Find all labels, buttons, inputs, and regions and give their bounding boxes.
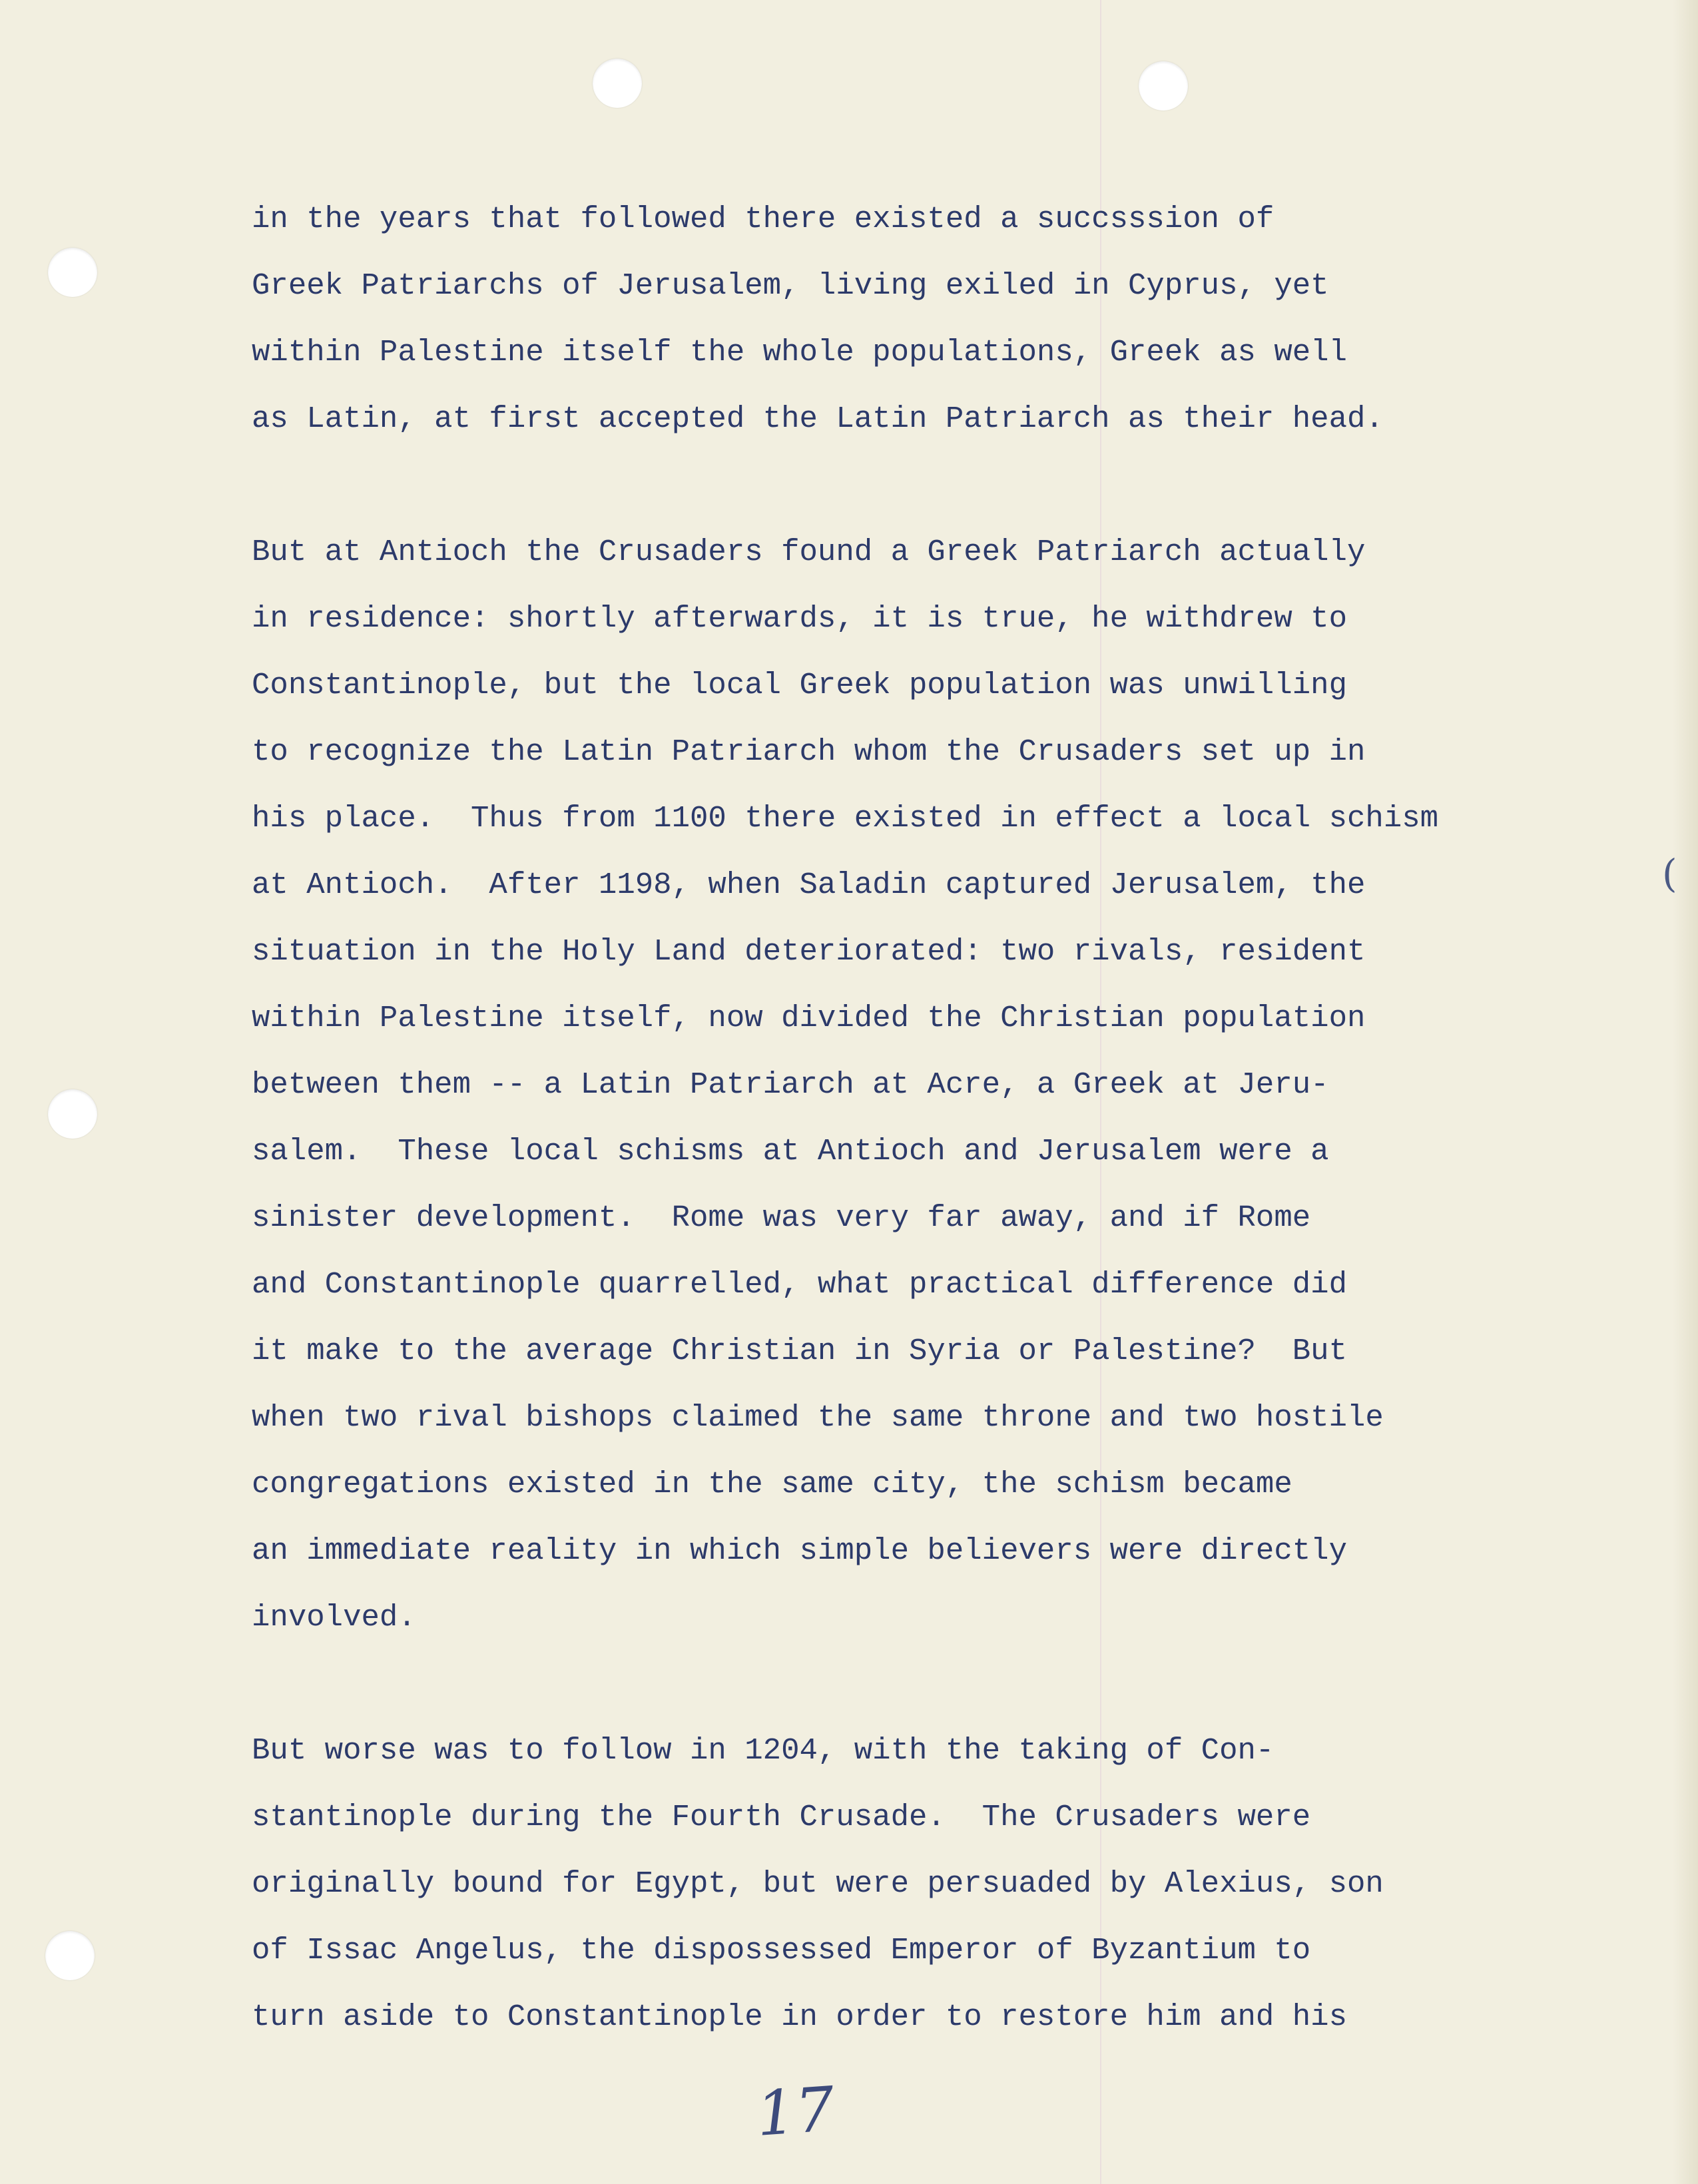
- punch-hole-top-right: [1139, 61, 1188, 111]
- text-line: But worse was to follow in 1204, with the taking of Con-: [252, 1733, 1274, 1768]
- text-line: it make to the average Christian in Syria or Palestine? But: [252, 1334, 1348, 1368]
- paragraph-gap: [252, 463, 1583, 530]
- text-line: when two rival bishops claimed the same throne and two hostile: [252, 1400, 1384, 1435]
- text-line: of Issac Angelus, the dispossessed Emperor of Byzantium to: [252, 1933, 1311, 1968]
- text-line: as Latin, at first accepted the Latin Patriarch as their head.: [252, 402, 1384, 436]
- punch-hole-left-lower: [45, 1931, 95, 1980]
- punch-hole-left-upper: [48, 248, 97, 297]
- text-line: and Constantinople quarrelled, what practical difference did: [252, 1267, 1348, 1302]
- text-line: Constantinople, but the local Greek population was unwilling: [252, 668, 1348, 702]
- text-line: at Antioch. After 1198, when Saladin captured Jerusalem, the: [252, 868, 1366, 902]
- text-line: his place. Thus from 1100 there existed in effect a local schism: [252, 801, 1439, 836]
- text-line: But at Antioch the Crusaders found a Greek Patriarch actually: [252, 535, 1366, 569]
- text-line: Greek Patriarchs of Jerusalem, living exiled in Cyprus, yet: [252, 268, 1329, 303]
- text-line: an immediate reality in which simple believers were directly: [252, 1533, 1348, 1568]
- text-line: sinister development. Rome was very far away, and if Rome: [252, 1201, 1311, 1235]
- text-line: in residence: shortly afterwards, it is true, he withdrew to: [252, 601, 1348, 636]
- text-line: stantinople during the Fourth Crusade. The Crusaders were: [252, 1800, 1311, 1834]
- text-line: situation in the Holy Land deteriorated: two rivals, resident: [252, 934, 1366, 969]
- text-line: between them -- a Latin Patriarch at Acre, a Greek at Jeru-: [252, 1067, 1329, 1102]
- page-edge: [1673, 0, 1698, 2184]
- text-line: salem. These local schisms at Antioch and Jerusalem were a: [252, 1134, 1329, 1169]
- text-line: originally bound for Egypt, but were persuaded by Alexius, son: [252, 1866, 1384, 1901]
- text-line: in the years that followed there existed a succsssion of: [252, 202, 1274, 236]
- text-line: within Palestine itself, now divided the Christian population: [252, 1001, 1366, 1035]
- text-line: to recognize the Latin Patriarch whom the Crusaders set up in: [252, 734, 1366, 769]
- text-line: congregations existed in the same city, the schism became: [252, 1467, 1292, 1502]
- paragraph-gap: [252, 1662, 1583, 1729]
- punch-hole-left-middle: [48, 1089, 97, 1139]
- text-line: within Palestine itself the whole populations, Greek as well: [252, 335, 1348, 370]
- typed-text-body: [252, 197, 1583, 2061]
- text-line: involved.: [252, 1600, 416, 1635]
- handwritten-page-number: 17: [754, 2073, 837, 2150]
- text-line: turn aside to Constantinople in order to restore him and his: [252, 2000, 1348, 2034]
- punch-hole-top-left: [593, 59, 642, 108]
- handwritten-margin-mark: (: [1662, 851, 1677, 896]
